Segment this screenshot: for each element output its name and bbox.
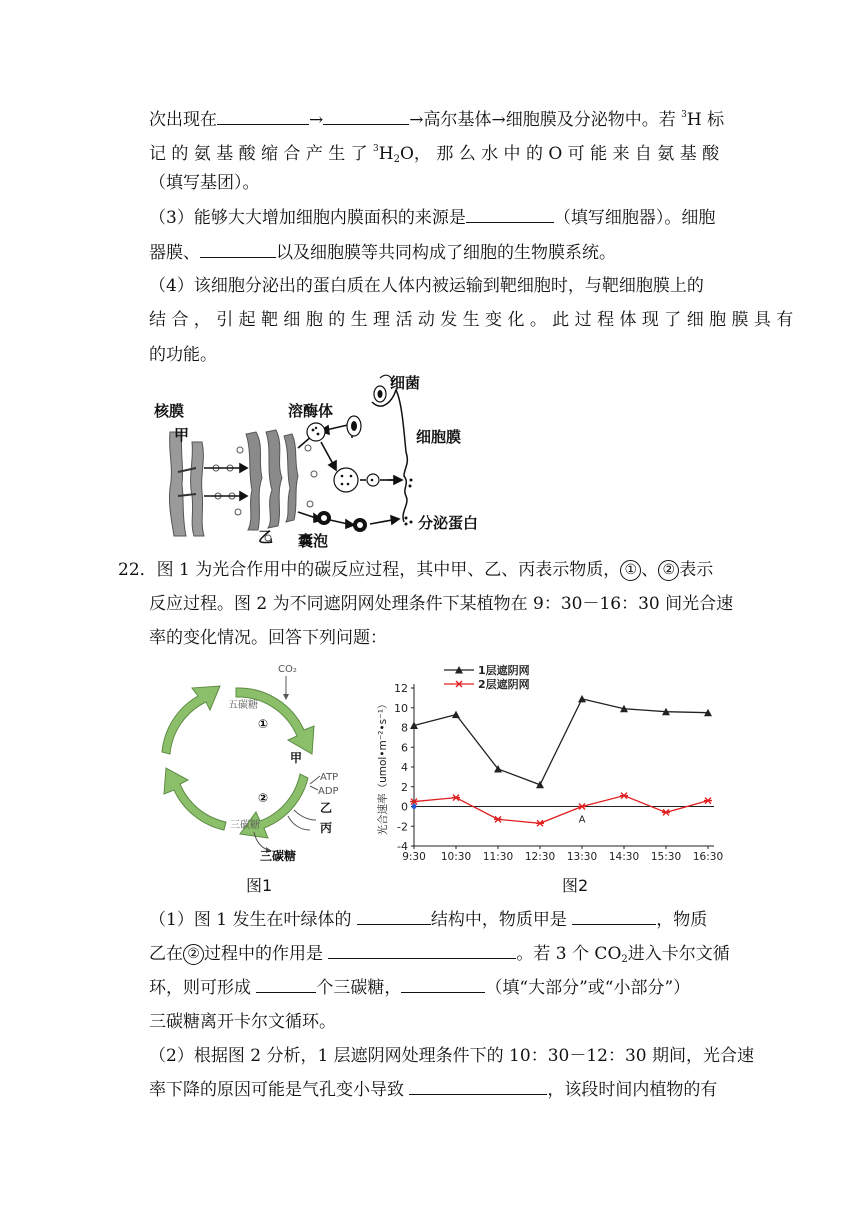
cell-membrane-shape [372, 390, 407, 522]
y-axis-label: 光合速率（umol•m⁻²•s⁻¹） [377, 698, 389, 836]
label-bacteria: 细菌 [390, 374, 421, 392]
answer-blank[interactable] [256, 974, 316, 993]
text-line-4: （3）能够大大增加细胞内膜面积的来源是 （填写细胞器）。细胞 [149, 204, 715, 232]
y-tick-label: 10 [394, 701, 408, 715]
cell-diagram [148, 372, 508, 548]
label-jia: 甲 [174, 426, 190, 444]
x-tick-label: 12:30 [524, 851, 556, 863]
data-point [578, 804, 586, 810]
p1-line-4: 三碳糖离开卡尔文循环。 [149, 1012, 336, 1032]
label-yi-fig1: 乙 [320, 801, 333, 815]
figure1-caption: 图1 [246, 876, 273, 895]
label-jia-fig1: 甲 [290, 751, 303, 765]
q22-line-2: 反应过程。图 2 为不同遮阴网处理条件下某植物在 9：30－16：30 间光合速 [149, 594, 734, 614]
data-point [494, 816, 502, 822]
text-line-3: （填写基团）。 [149, 173, 260, 193]
data-point [704, 798, 712, 804]
p1-line-1: （1）图 1 发生在叶绿体的 结构中，物质甲是 ，物质 [149, 906, 707, 934]
answer-blank[interactable] [466, 204, 554, 223]
label-triose-out: 三碳糖 [260, 849, 297, 863]
y-tick-label: 2 [401, 780, 408, 794]
p1-line-3: 环，则可形成 个三碳糖， （填“大部分”或“小部分”） [149, 974, 690, 1002]
x-tick-label: 9:30 [402, 851, 426, 863]
legend-label: 2层遮阴网 [478, 678, 530, 691]
er-shape [191, 442, 204, 536]
y-tick-label: 6 [401, 741, 408, 755]
text-line-7: 结 合 ， 引 起 靶 细 胞 的 生 理 活 动 发 生 变 化 。 此 过 程 体 现 了 细 胞 膜 具 有 [149, 310, 794, 330]
figure2-line-chart [372, 660, 732, 870]
text-line-6: （4）该细胞分泌出的蛋白质在人体内被运输到靶细胞时，与靶细胞膜上的 [149, 276, 704, 296]
answer-blank[interactable] [572, 906, 656, 925]
label-yi: 乙 [258, 528, 274, 546]
x-tick-label: 10:30 [440, 851, 472, 863]
p2-line-1: （2）根据图 2 分析，1 层遮阴网处理条件下的 10：30－12：30 期间，光合速 [149, 1046, 754, 1066]
secondary-lysosome-shape [334, 468, 358, 492]
data-point [536, 820, 544, 826]
text-line-8: 的功能。 [149, 345, 217, 365]
origin-marker [412, 804, 417, 809]
label-lysosome: 溶酶体 [288, 402, 334, 420]
q22-line-3: 率的变化情况。回答下列问题： [149, 628, 387, 648]
y-tick-label: -2 [397, 820, 408, 834]
x-tick-label: 13:30 [566, 851, 598, 863]
data-point [662, 809, 670, 815]
label-nuclear-envelope: 核膜 [154, 402, 185, 420]
nuclear-envelope-shape [169, 432, 186, 536]
label-step-2: ② [258, 791, 269, 805]
label-co2: CO₂ [278, 664, 297, 675]
x-tick-label: 14:30 [608, 851, 640, 863]
label-secreted-protein: 分泌蛋白 [418, 514, 479, 532]
y-tick-label: 8 [401, 721, 408, 735]
figure1-calvin-cycle [144, 660, 374, 870]
label-pentose: 五碳糖 [228, 700, 258, 711]
data-point [620, 793, 628, 799]
data-point [536, 781, 544, 789]
answer-blank[interactable] [401, 974, 485, 993]
x-tick-label: 16:30 [692, 851, 724, 863]
annotation-a: A [578, 814, 586, 826]
data-point [578, 695, 586, 703]
text-line-5: 器膜、 以及细胞膜等共同构成了细胞的生物膜系统。 [149, 239, 616, 267]
legend-label: 1层遮阴网 [478, 664, 530, 677]
golgi-shape [246, 430, 298, 530]
cycle-arrow-3 [164, 768, 226, 830]
label-step-1: ① [258, 717, 269, 731]
label-atp: ATP [320, 772, 339, 783]
cycle-arrow-4 [162, 686, 220, 754]
cycle-arrow-1 [236, 688, 314, 754]
label-cell-membrane: 细胞膜 [416, 428, 462, 446]
y-tick-label: 12 [394, 682, 408, 695]
label-triose-inner: 三碳糖 [230, 820, 260, 831]
data-point [452, 711, 460, 719]
text-line-1: 次出现在 → →高尔基体→细胞膜及分泌物中。若 $^3$H 标 [149, 101, 724, 134]
figure2-caption: 图2 [562, 876, 589, 895]
p1-line-2: 乙在 ② 过程中的作用是 。若 3 个 $CO_2$进入卡尔文循 [149, 940, 730, 974]
label-adp: ADP [318, 786, 339, 797]
answer-blank[interactable] [409, 1076, 547, 1095]
answer-blank[interactable] [357, 906, 431, 925]
text-line-2: 记 的 氨 基 酸 缩 合 产 生 了 $^3H_2O$， 那 么 水 中 的 O 可 能 来 自 氨 基 酸 [149, 144, 720, 165]
answer-blank[interactable] [323, 106, 409, 125]
label-bing: 丙 [320, 821, 333, 835]
data-point [452, 795, 460, 801]
answer-blank[interactable] [217, 106, 309, 125]
q22-line-1: 22．图 1 为光合作用中的碳反应过程，其中甲、乙、丙表示物质， ① 、 ② 表示 [118, 560, 714, 580]
answer-blank[interactable] [200, 239, 276, 258]
y-tick-label: 0 [401, 800, 408, 814]
answer-blank[interactable] [328, 940, 516, 959]
y-tick-label: -4 [397, 840, 408, 853]
x-tick-label: 11:30 [482, 851, 514, 863]
label-vesicle: 囊泡 [298, 532, 329, 548]
p2-line-2: 率下降的原因可能是气孔变小导致 ，该段时间内植物的有 [149, 1076, 717, 1104]
y-tick-label: 4 [401, 761, 408, 774]
x-tick-label: 15:30 [650, 851, 682, 863]
lysosome-shape [307, 423, 325, 441]
